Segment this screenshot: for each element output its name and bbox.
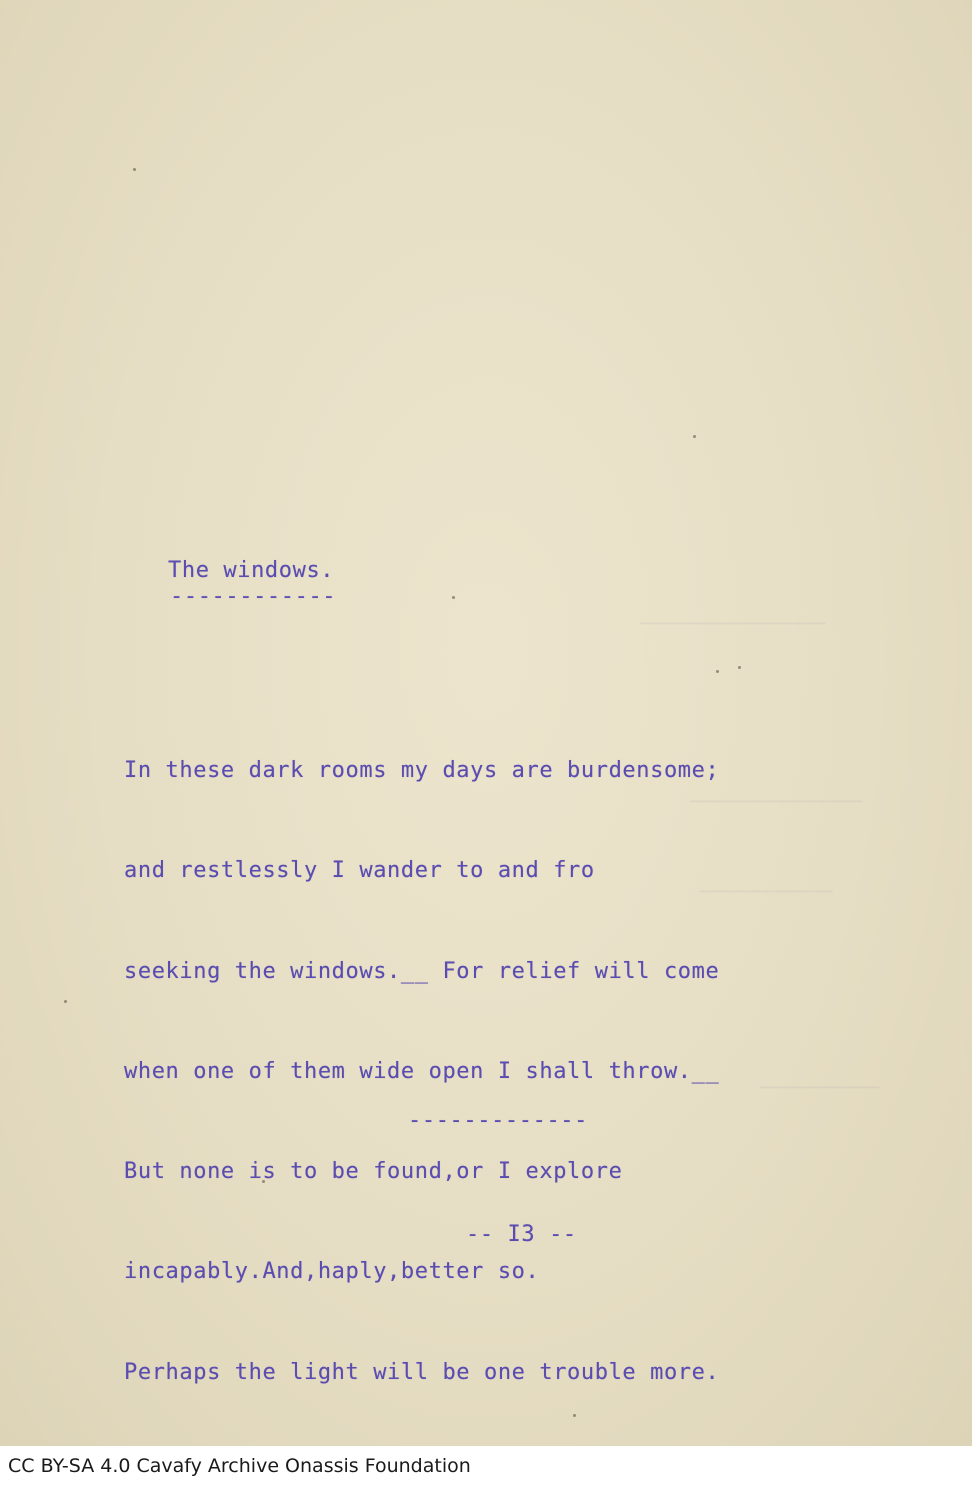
end-divider: ------------- <box>408 1108 588 1133</box>
poem-line: Perhaps the light will be one trouble more. <box>124 1359 720 1385</box>
paper-speck <box>716 670 719 673</box>
poem-title: The windows. <box>168 558 335 583</box>
poem-line: In these dark rooms my days are burdensome; <box>124 758 720 783</box>
paper-speck <box>133 168 136 171</box>
show-through-text: ────────────── <box>640 612 826 637</box>
poem-line: incapably.And,haply,better so. <box>124 1259 540 1285</box>
paper-speck <box>64 1000 67 1003</box>
poem-line: and restlessly I wander to and fro <box>124 858 595 884</box>
paper-speck <box>452 596 455 599</box>
poem-line: But none is to be found,or I explore <box>124 1159 623 1185</box>
title-underline: ------------ <box>170 584 337 609</box>
poem-line: when one of them wide open I shall throw.__ <box>124 1058 720 1084</box>
license-credit: CC BY-SA 4.0 Cavafy Archive Onassis Foundation <box>8 1455 471 1477</box>
paper-speck <box>693 435 696 438</box>
show-through-text: ────────── <box>700 880 833 905</box>
paper-speck <box>738 666 741 669</box>
page-number: -- I3 -- <box>466 1222 577 1247</box>
poem-line: seeking the windows.__ For relief will come <box>124 958 720 984</box>
poem-body <box>124 705 789 1446</box>
show-through-text: ───────── <box>760 1076 880 1101</box>
show-through-text: ───────────── <box>690 790 863 815</box>
